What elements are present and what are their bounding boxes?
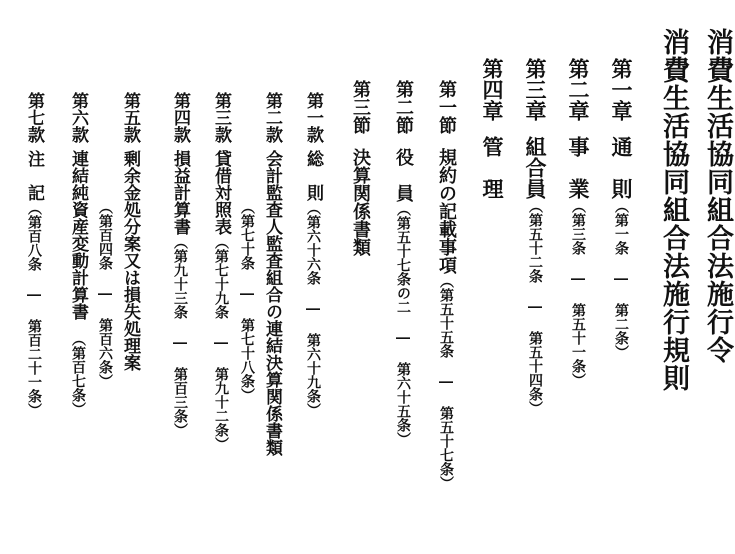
article-5 — [121, 92, 138, 371]
article-label: 第一款 — [303, 92, 323, 143]
chapter-3 — [525, 58, 546, 415]
article-title: 貸借対照表 — [211, 150, 231, 235]
article-4 — [171, 92, 188, 437]
section-1 — [437, 80, 455, 490]
article-range: （第七十条 ― 第七十八条） — [239, 200, 255, 402]
chapter-title: 通 則 — [609, 136, 634, 199]
chapter-1 — [611, 58, 632, 359]
article-title: 連結純資産変動計算書 — [68, 150, 88, 320]
article-label: 第三款 — [211, 92, 231, 143]
article-2-range — [240, 200, 254, 402]
article-range: （第七十九条 ― 第九十二条） — [213, 235, 229, 451]
chapter-title: 組合員 — [523, 136, 548, 199]
article-2 — [263, 92, 280, 456]
article-label: 第五款 — [120, 92, 140, 143]
chapter-label: 第一章 — [609, 58, 634, 121]
chapter-title: 事 業 — [566, 136, 591, 199]
chapter-title: 管 理 — [480, 136, 505, 199]
section-title: 役 員 — [393, 148, 414, 202]
chapter-label: 第二章 — [566, 58, 591, 121]
section-range: （第五十五条 ― 第五十七条） — [438, 274, 454, 490]
rules-title-text: 消費生活協同組合法施行規則 — [658, 28, 689, 392]
chapter-range: （第一条 ― 第二条） — [613, 199, 629, 359]
article-label: 第四款 — [170, 92, 190, 143]
section-3 — [351, 80, 369, 256]
chapter-2 — [568, 58, 589, 387]
section-label: 第二節 — [393, 80, 414, 134]
article-3 — [212, 92, 229, 451]
article-1 — [304, 92, 321, 417]
article-title: 損益計算書 — [170, 150, 190, 235]
article-5-range — [98, 200, 112, 388]
article-6 — [69, 92, 86, 416]
section-label: 第三節 — [350, 80, 371, 134]
chapter-label: 第四章 — [480, 58, 505, 121]
article-label: 第六款 — [68, 92, 88, 143]
section-title: 規約の記載事項 — [436, 148, 457, 274]
ordinance-title — [704, 28, 731, 364]
article-range: （第百四条 ― 第百六条） — [97, 200, 113, 388]
section-title: 決算関係書類 — [350, 148, 371, 256]
article-title: 剰余金処分案又は損失処理案 — [120, 150, 140, 371]
article-label: 第二款 — [262, 92, 282, 143]
ordinance-title-text: 消費生活協同組合法施行令 — [702, 28, 733, 364]
chapter-range: （第三条 ― 第五十一条） — [570, 199, 586, 387]
rules-title — [660, 28, 687, 392]
article-title: 総 則 — [303, 150, 323, 201]
article-title: 注 記 — [24, 150, 44, 201]
chapter-range: （第五十二条 ― 第五十四条） — [527, 199, 543, 415]
section-2 — [394, 80, 412, 446]
section-label: 第一節 — [436, 80, 457, 134]
article-7 — [25, 92, 42, 417]
article-range: （第百八条 ― 第百二十一条） — [26, 201, 42, 417]
article-title: 会計監査人監査組合の連結決算関係書類 — [262, 150, 282, 456]
article-range: （第六十六条 ― 第六十九条） — [305, 201, 321, 417]
section-range: （第五十七条の二 ― 第六十五条） — [395, 202, 411, 446]
chapter-label: 第三章 — [523, 58, 548, 121]
chapter-4 — [482, 58, 503, 199]
article-range: （第九十三条 ― 第百三条） — [172, 235, 188, 437]
article-range: （第百七条） — [70, 332, 86, 416]
article-label: 第七款 — [24, 92, 44, 143]
